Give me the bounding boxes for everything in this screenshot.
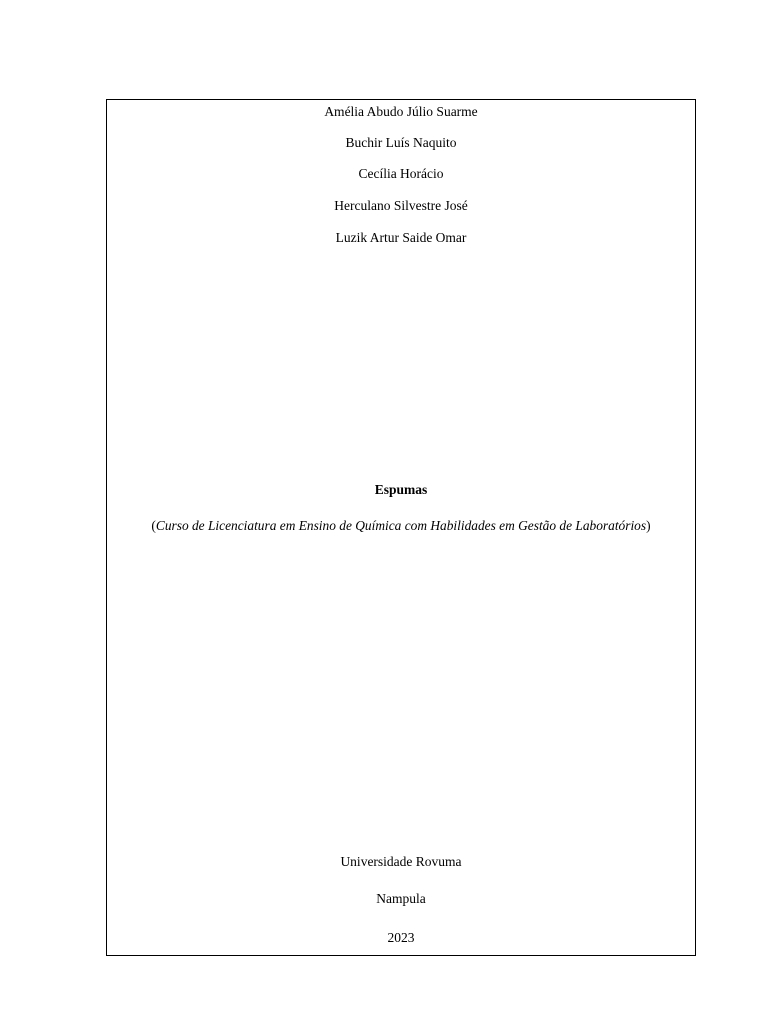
author-name: Buchir Luís Naquito: [345, 135, 457, 150]
cover-page-frame: [106, 99, 696, 956]
subtitle-open-paren: (: [151, 518, 156, 533]
year: 2023: [387, 930, 415, 945]
institution-name: Universidade Rovuma: [340, 854, 462, 869]
document-title: Espumas: [374, 482, 428, 497]
city-name: Nampula: [376, 891, 426, 906]
subtitle-course-name: Curso de Licenciatura em Ensino de Química com Habilidades em Gestão de Laboratórios: [155, 518, 647, 533]
author-name: Amélia Abudo Júlio Suarme: [324, 104, 478, 119]
course-subtitle: [107, 518, 695, 534]
author-name: Luzik Artur Saide Omar: [335, 230, 467, 245]
author-name: Cecília Horácio: [358, 166, 444, 181]
subtitle-close-paren: ): [646, 518, 651, 533]
author-name: Herculano Silvestre José: [334, 198, 468, 213]
